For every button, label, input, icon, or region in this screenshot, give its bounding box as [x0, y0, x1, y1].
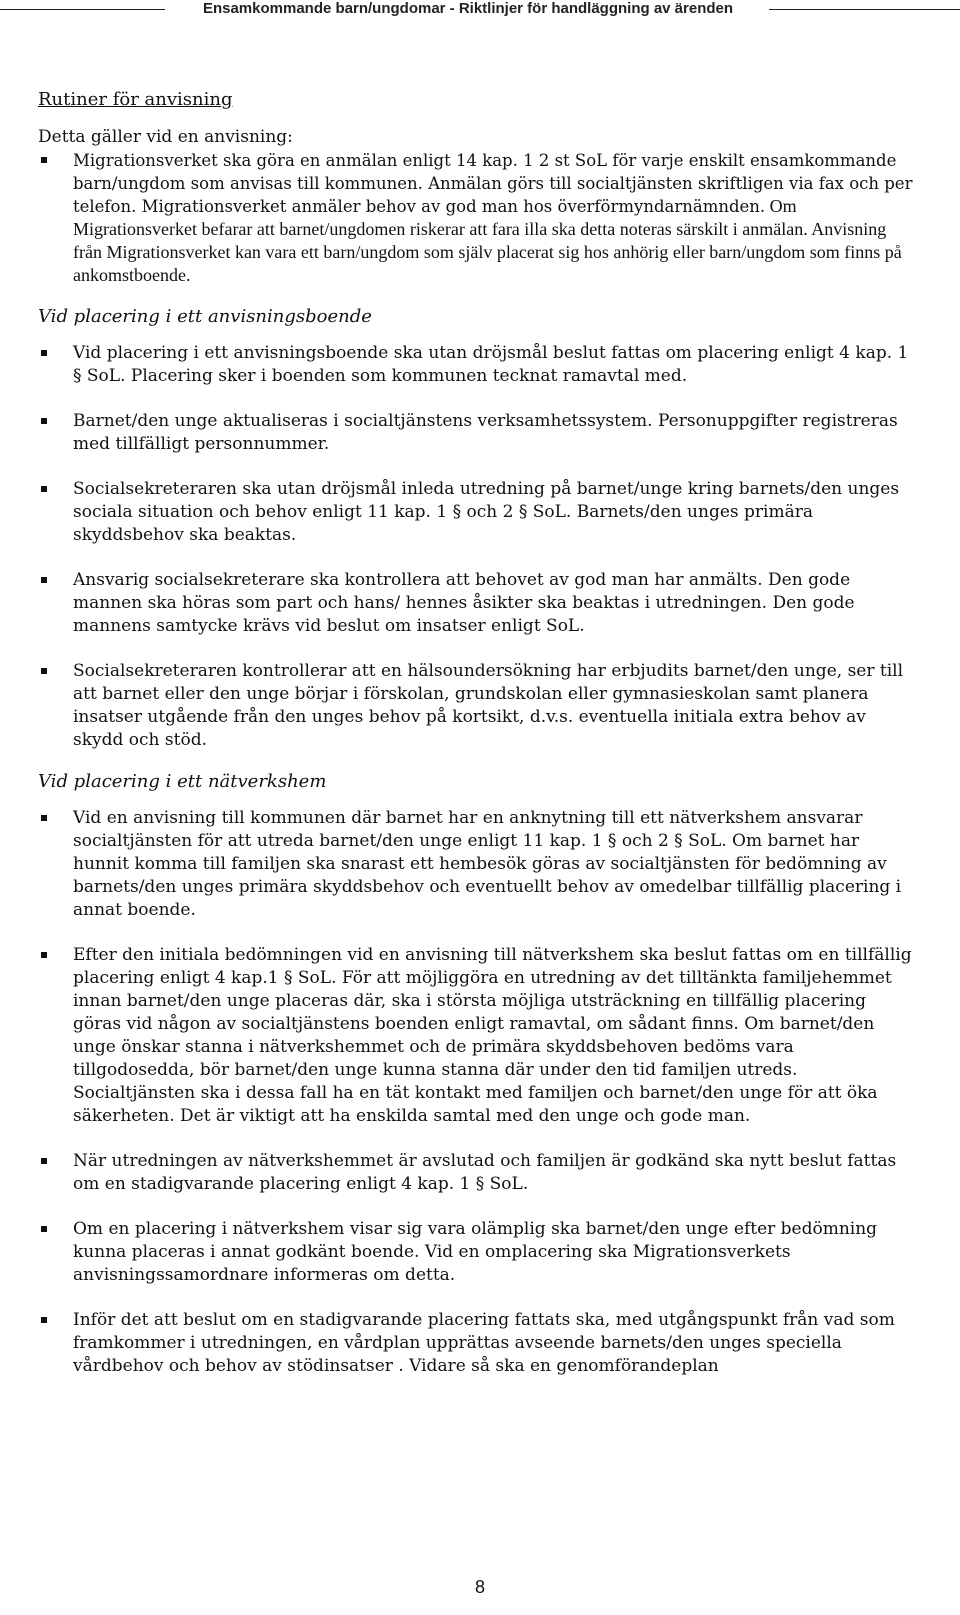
bullet-icon [38, 660, 73, 752]
bullet-icon [38, 807, 73, 922]
header-rule-right [769, 9, 960, 10]
list-item-text: Barnet/den unge aktualiseras i socialtjänstens verksamhetssystem. Personuppgifter registreras med tillfälligt personnummer. [73, 411, 898, 454]
bullet-icon [38, 944, 73, 1128]
bullet-icon [38, 569, 73, 638]
intro-text: Detta gäller vid en anvisning: [38, 127, 293, 147]
list-item [38, 569, 918, 638]
list-item-text: Socialsekreteraren kontrollerar att en hälsoundersökning har erbjudits barnet/den unge, ser till att barnet eller den unge börjar i förskolan, grundskolan eller gymnasieskolan samt planera insatser utgående från den unges behov på kortsikt, d.v.s. eventuella initiala extra behov av skydd och stöd. [73, 661, 904, 750]
document-title: Ensamkommande barn/ungdomar - Riktlinjer för handläggning av ärenden [202, 0, 734, 17]
bullet-icon [38, 1218, 73, 1287]
section-heading: Rutiner för anvisning [38, 89, 233, 110]
bullet-text-part-b: Om Migrationsverket befarar att barnet/ungdomen riskerar att fara illa ska detta noteras särskilt i anmälan. Anvisning från Migrationsverket kan vara ett barn/ungdom som själv placerat sig hos anhörig eller barn/ungdom som finns på ankomstboende. [73, 196, 902, 285]
list-item-text: Vid en anvisning till kommunen där barnet har en anknytning till ett nätverkshem ansvarar socialtjänsten för att utreda barnet/den unge enligt 11 kap. 1 § och 2 § SoL. Om barnet har hunnit komma till familjen ska snarast ett hembesök göras av socialtjänsten för bedömning av barnets/den unges primära skyddsbehov och eventuellt behov av omedelbar tillfällig placering i annat boende. [73, 808, 902, 920]
list-item-text: Inför det att beslut om en stadigvarande placering fattats ska, med utgångspunkt från vad som framkommer i utredningen, en vårdplan upprättas avseende barnets/den unges speciella vårdbehov och behov av stödinsatser . Vidare så ska en genomförandeplan [73, 1310, 895, 1376]
list-item-text: När utredningen av nätverkshemmet är avslutad och familjen är godkänd ska nytt beslut fattas om en stadigvarande placering enligt 4 kap. 1 § SoL. [73, 1151, 897, 1194]
list-item [38, 1150, 918, 1196]
list-item [38, 478, 918, 547]
page-header [0, 0, 960, 20]
list-item-text: Om en placering i nätverkshem visar sig vara olämplig ska barnet/den unge efter bedömning kunna placeras i annat godkänt boende. Vid en omplacering ska Migrationsverkets anvisningssamordnare informeras om detta. [73, 1219, 878, 1285]
list-item [38, 660, 918, 752]
list-item [38, 944, 918, 1128]
page-number: 8 [474, 1577, 485, 1597]
list-item [38, 1309, 918, 1378]
document-body [38, 88, 918, 1378]
list-item-text: Ansvarig socialsekreterare ska kontrollera att behovet av god man har anmälts. Den gode mannen ska höras som part och hans/ hennes åsikter ska beaktas i utredningen. Den gode mannens samtycke krävs vid beslut om insatser enligt SoL. [73, 570, 855, 636]
bullet-icon [38, 342, 73, 388]
header-rule-left [0, 9, 165, 10]
list-item-text: Socialsekreteraren ska utan dröjsmål inleda utredning på barnet/unge kring barnets/den unges sociala situation och behov enligt 11 kap. 1 § och 2 § SoL. Barnets/den unges primära skyddsbehov ska beaktas. [73, 479, 900, 545]
list-natverkshem [38, 807, 918, 1378]
bullet-text-part-a: Migrationsverket ska göra en anmälan enligt 14 kap. 1 2 st SoL för varje enskilt ensamkommande barn/ungdom som anvisas till kommunen. Anmälan görs till socialtjänsten skriftligen via fax och per telefon. Migrationsverket anmäler behov av god man hos överförmyndarnämnden. [73, 151, 913, 216]
subheading-anvisningsboende: Vid placering i ett anvisningsboende [38, 306, 372, 327]
bullet-icon [38, 1309, 73, 1378]
bullet-icon [38, 1150, 73, 1196]
list-item [38, 410, 918, 456]
list-item-text: Vid placering i ett anvisningsboende ska utan dröjsmål beslut fattas om placering enligt 4 kap. 1 § SoL. Placering sker i boenden som kommunen tecknat ramavtal med. [73, 343, 909, 386]
bullet-icon [38, 478, 73, 547]
list-item [38, 342, 918, 388]
list-item [38, 1218, 918, 1287]
list-anvisningsboende [38, 342, 918, 752]
subheading-natverkshem: Vid placering i ett nätverkshem [38, 771, 327, 792]
list-item [38, 807, 918, 922]
list-item [38, 149, 918, 287]
bullet-icon [38, 410, 73, 456]
list-item-text: Efter den initiala bedömningen vid en anvisning till nätverkshem ska beslut fattas om en tillfällig placering enligt 4 kap.1 § SoL. För att möjliggöra en utredning av det tilltänkta familjehemmet innan barnet/den unge placeras där, ska i största möjliga utsträckning en tillfällig placering göras vid någon av socialtjänstens boenden enligt ramavtal, om sådant finns. Om barnet/den unge önskar stanna i nätverkshemmet och de primära skyddsbehoven bedöms vara tillgodosedda, bör barnet/den unge kunna stanna där under den tid familjen utreds. Socialtjänsten ska i dessa fall ha en tät kontakt med familjen och barnet/den unge för att öka säkerheten. Det är viktigt att ha enskilda samtal med den unge och gode man. [73, 945, 912, 1126]
bullet-icon [38, 149, 73, 287]
